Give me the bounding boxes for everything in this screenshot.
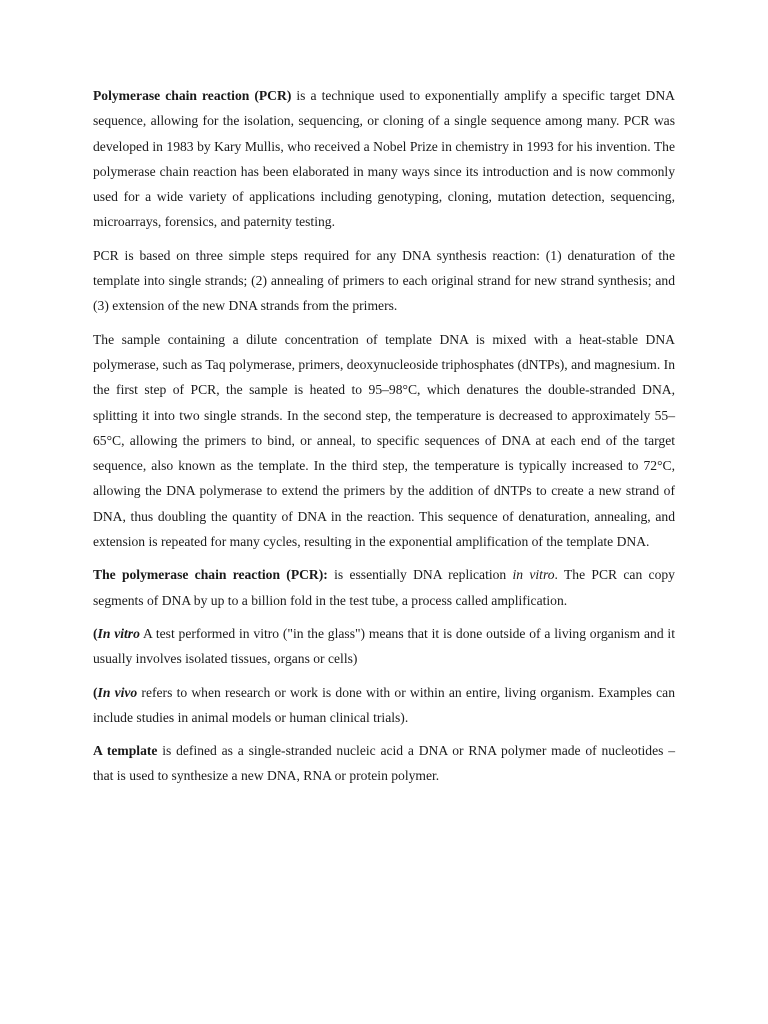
open-paren: ( [93, 684, 98, 700]
paragraph-text: refers to when research or work is done with or within an entire, living organism. Examples can include studies in animal models or human clinical trials). [93, 684, 675, 725]
paragraph-text: The sample containing a dilute concentration of template DNA is mixed with a heat-stable DNA polymerase, such as Taq polymerase, primers, deoxynucleoside triphosphates (dNTPs), and magnesium. In the first step of PCR, the sample is heated to 95–98°C, which denatures the double-stranded DNA, splitting it into two single strands. In the second step, the temperature is decreased to approximately 55–65°C, allowing the primers to bind, or anneal, to specific sequences of DNA at each end of the target sequence, also known as the template. In the third step, the temperature is typically increased to 72°C, allowing the DNA polymerase to extend the primers by the addition of dNTPs to create a new strand of DNA, thus doubling the quantity of DNA in the reaction. This sequence of denaturation, annealing, and extension is repeated for many cycles, resulting in the exponential amplification of the template DNA. [93, 331, 675, 550]
paragraph-text: . The PCR can copy segments of DNA by up to a billion fold in the test tube, a process called amplification. [93, 567, 675, 608]
term-pcr-definition: The polymerase chain reaction (PCR): [93, 567, 328, 583]
term-in-vivo: In vivo [97, 684, 138, 700]
term-in-vitro: In vitro [97, 625, 140, 641]
paragraph-pcr-steps [93, 243, 675, 319]
paragraph-text: is essentially DNA replication [327, 567, 513, 583]
paragraph-template [93, 738, 675, 789]
paragraph-pcr-intro [93, 83, 675, 235]
term-template: A template [93, 743, 158, 759]
paragraph-text: is defined as a single-stranded nucleic acid a DNA or RNA polymer made of nucleotides – that is used to synthesize a new DNA, RNA or protein polymer. [93, 743, 675, 784]
open-paren: ( [93, 625, 98, 641]
paragraph-in-vivo [93, 680, 675, 731]
document-page [93, 83, 675, 797]
term-pcr: Polymerase chain reaction (PCR) [93, 88, 292, 103]
paragraph-in-vitro [93, 621, 675, 672]
paragraph-text: PCR is based on three simple steps required for any DNA synthesis reaction: (1) denaturation of the template into single strands; (2) annealing of primers to each original strand for new strand synthesis; and (3) extension of the new DNA strands from the primers. [93, 247, 675, 314]
paragraph-text: A test performed in vitro ("in the glass") means that it is done outside of a living organism and it usually involves isolated tissues, organs or cells) [93, 625, 675, 667]
italic-in-vitro: in vitro [512, 567, 555, 583]
paragraph-text: is a technique used to exponentially amplify a specific target DNA sequence, allowing for the isolation, sequencing, or cloning of a single sequence among many. PCR was developed in 1983 by Kary Mullis, who received a Nobel Prize in chemistry in 1993 for his invention. The polymerase chain reaction has been elaborated in many ways since its introduction and is now commonly used for a wide variety of applications including genotyping, cloning, mutation detection, sequencing, microarrays, forensics, and paternity testing. [93, 88, 675, 230]
paragraph-pcr-procedure [93, 327, 675, 555]
paragraph-pcr-definition [93, 562, 675, 613]
